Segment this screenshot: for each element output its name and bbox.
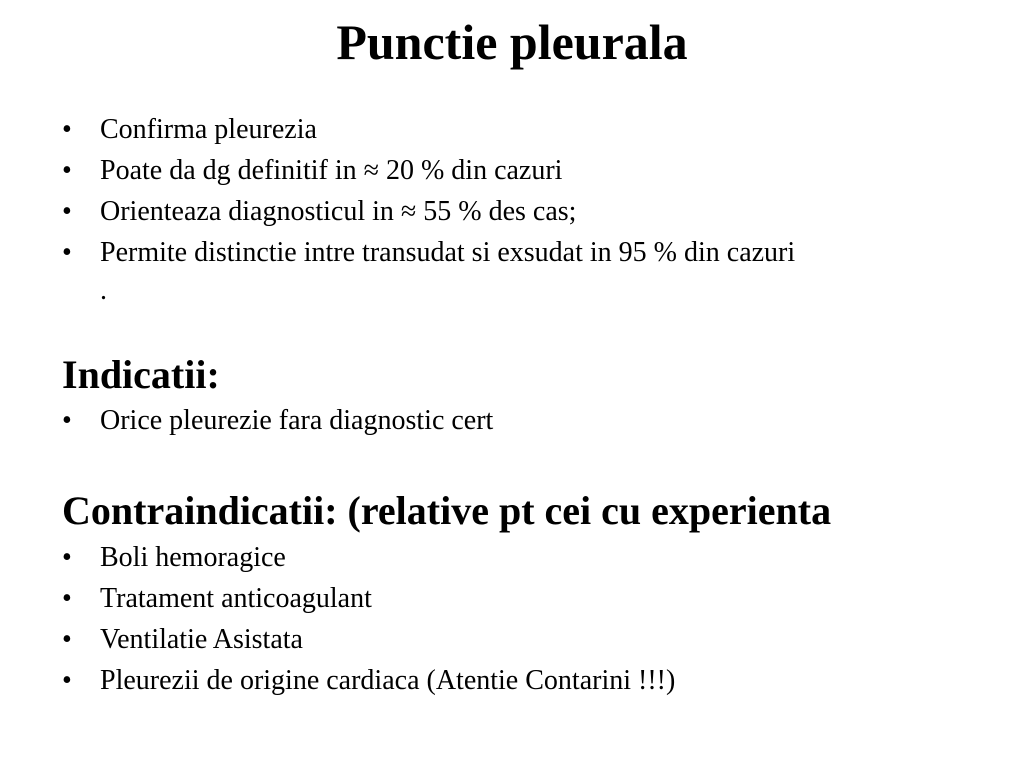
list-item — [62, 660, 962, 701]
trailing-period: . — [100, 275, 107, 306]
slide-title: Punctie pleurala — [336, 14, 688, 70]
list-item-text: Orienteaza diagnosticul in ≈ 55 % des cas; — [100, 196, 577, 227]
list-item-text: Permite distinctie intre transudat si exsudat in 95 % din cazuri — [100, 237, 796, 268]
bullet-icon: • — [62, 624, 72, 655]
bullet-icon: • — [62, 114, 72, 145]
list-item-text: Boli hemoragice — [100, 542, 286, 573]
bullet-icon: • — [62, 405, 72, 436]
bullet-icon: • — [62, 583, 72, 614]
list-item — [62, 150, 962, 191]
list-item-text: Confirma pleurezia — [100, 114, 317, 145]
intro-bullet-list — [62, 109, 962, 273]
list-item-text: Orice pleurezie fara diagnostic cert — [100, 405, 494, 436]
bullet-icon: • — [62, 665, 72, 696]
contraindications-list — [62, 537, 962, 701]
bullet-icon: • — [62, 237, 72, 268]
list-item — [62, 400, 962, 441]
bullet-icon: • — [62, 196, 72, 227]
list-item — [62, 232, 962, 273]
contraindications-heading: Contraindicatii: (relative pt cei cu experienta — [62, 488, 832, 533]
list-item — [62, 537, 962, 578]
indications-heading: Indicatii: — [62, 352, 220, 397]
list-item-text: Pleurezii de origine cardiaca (Atentie Contarini !!!) — [100, 665, 676, 696]
list-item — [62, 619, 962, 660]
bullet-icon: • — [62, 155, 72, 186]
list-item-text: Poate da dg definitif in ≈ 20 % din cazuri — [100, 155, 563, 186]
list-item-text: Ventilatie Asistata — [100, 624, 303, 655]
list-item — [62, 191, 962, 232]
list-item — [62, 578, 962, 619]
indications-list — [62, 400, 962, 441]
bullet-icon: • — [62, 542, 72, 573]
list-item-text: Tratament anticoagulant — [100, 583, 372, 614]
list-item — [62, 109, 962, 150]
